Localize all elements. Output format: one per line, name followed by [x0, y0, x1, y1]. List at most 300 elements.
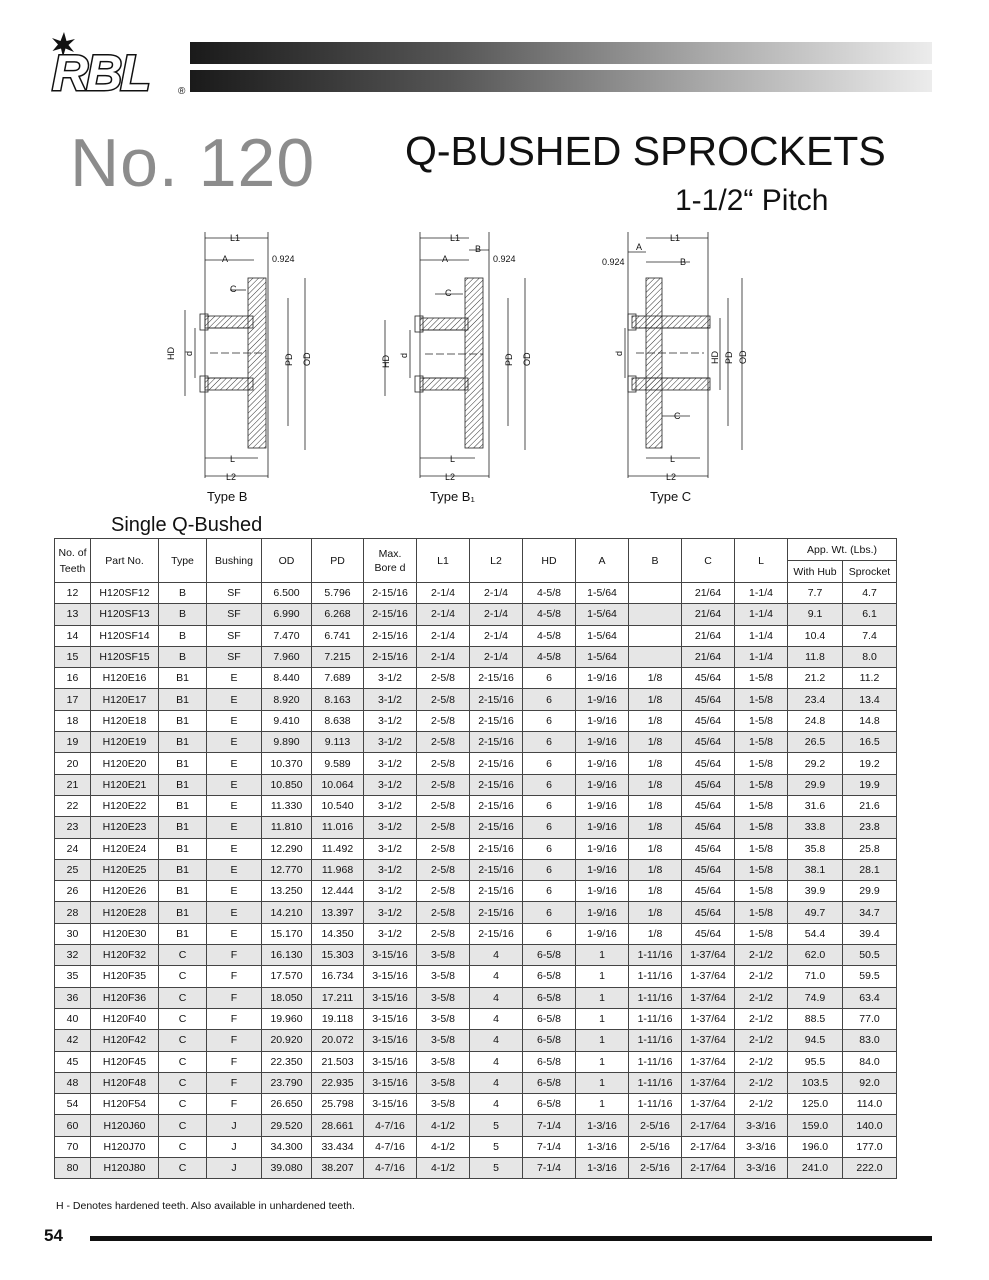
table-cell: 2-5/8 [417, 838, 470, 859]
table-cell: H120SF13 [91, 604, 159, 625]
table-cell: 6 [523, 838, 576, 859]
table-row [55, 710, 897, 731]
table-cell: 1-5/64 [576, 646, 629, 667]
table-cell: 25 [55, 859, 91, 880]
table-cell: 9.113 [312, 732, 364, 753]
table-cell: 29.520 [262, 1115, 312, 1136]
diagram-type-b [166, 232, 312, 482]
table-cell: 1-1/4 [735, 646, 788, 667]
table-cell: 6.990 [262, 604, 312, 625]
table-cell: 13.4 [843, 689, 897, 710]
table-cell: 2-5/8 [417, 859, 470, 880]
table-cell: 1-5/8 [735, 689, 788, 710]
table-cell: 1-11/16 [629, 1030, 682, 1051]
table-cell: 14.350 [312, 923, 364, 944]
table-cell: 1-5/8 [735, 753, 788, 774]
table-row [55, 646, 897, 667]
table-cell: 1/8 [629, 668, 682, 689]
svg-text:L1: L1 [450, 233, 461, 243]
header-od: OD [262, 539, 312, 583]
table-cell: 1-11/16 [629, 966, 682, 987]
svg-text:L1: L1 [230, 233, 241, 243]
table-cell: 34.7 [843, 902, 897, 923]
table-cell: H120SF12 [91, 583, 159, 604]
table-cell: 17.570 [262, 966, 312, 987]
table-cell: 39.4 [843, 923, 897, 944]
table-cell: 26 [55, 881, 91, 902]
table-cell: 25.798 [312, 1094, 364, 1115]
table-cell: 7.470 [262, 625, 312, 646]
table-cell: 2-1/2 [735, 987, 788, 1008]
table-cell: B1 [159, 753, 207, 774]
table-cell: C [159, 1115, 207, 1136]
svg-text:B: B [475, 244, 482, 254]
table-cell: 1-1/4 [735, 625, 788, 646]
table-cell: 1-5/8 [735, 881, 788, 902]
table-cell: 8.638 [312, 710, 364, 731]
table-cell: 45/64 [682, 817, 735, 838]
table-cell: 3-3/16 [735, 1115, 788, 1136]
table-row [55, 604, 897, 625]
table-cell: 45/64 [682, 923, 735, 944]
table-cell: 23.8 [843, 817, 897, 838]
table-cell: 23.790 [262, 1072, 312, 1093]
table-cell: 3-15/16 [364, 1094, 417, 1115]
table-cell: 4 [470, 1008, 523, 1029]
table-cell: H120F48 [91, 1072, 159, 1093]
table-cell: 1-3/16 [576, 1115, 629, 1136]
table-cell: 3-1/2 [364, 859, 417, 880]
table-cell: E [207, 774, 262, 795]
sprocket-diagrams [150, 228, 770, 508]
table-cell: C [159, 945, 207, 966]
table-cell: 3-1/2 [364, 817, 417, 838]
table-cell: 3-5/8 [417, 1072, 470, 1093]
table-row [55, 795, 897, 816]
table-cell: 2-5/16 [629, 1115, 682, 1136]
header-teeth: No. of Teeth [55, 539, 91, 583]
table-cell: 1-9/16 [576, 689, 629, 710]
table-title: Single Q-Bushed [111, 514, 263, 536]
table-cell: 21.503 [312, 1051, 364, 1072]
table-cell: 40 [55, 1008, 91, 1029]
table-cell: 2-1/4 [417, 583, 470, 604]
table-cell: SF [207, 604, 262, 625]
table-cell: 1/8 [629, 838, 682, 859]
table-cell: 1-37/64 [682, 1008, 735, 1029]
table-cell: E [207, 923, 262, 944]
table-cell: 3-1/2 [364, 923, 417, 944]
table-cell: 3-5/8 [417, 987, 470, 1008]
table-cell: H120F42 [91, 1030, 159, 1051]
table-cell: 1-3/16 [576, 1136, 629, 1157]
table-cell: 1/8 [629, 881, 682, 902]
table-cell: E [207, 710, 262, 731]
table-cell: 71.0 [788, 966, 843, 987]
table-cell: 11.8 [788, 646, 843, 667]
table-cell: 6.500 [262, 583, 312, 604]
table-cell: 12.290 [262, 838, 312, 859]
diagram-type-b1 [381, 232, 532, 482]
table-cell: H120F40 [91, 1008, 159, 1029]
table-cell: 8.0 [843, 646, 897, 667]
table-cell: 4-1/2 [417, 1115, 470, 1136]
table-cell: 2-15/16 [470, 710, 523, 731]
table-cell: H120E16 [91, 668, 159, 689]
table-cell: J [207, 1158, 262, 1179]
header-a: A [576, 539, 629, 583]
table-cell: J [207, 1136, 262, 1157]
bottom-rule [90, 1236, 932, 1241]
table-cell: B1 [159, 817, 207, 838]
table-cell: 6 [523, 689, 576, 710]
table-cell: 83.0 [843, 1030, 897, 1051]
table-row [55, 1136, 897, 1157]
table-cell: 1 [576, 1072, 629, 1093]
table-cell: 1-5/8 [735, 732, 788, 753]
table-row [55, 1094, 897, 1115]
header-l2: L2 [470, 539, 523, 583]
table-cell: 21 [55, 774, 91, 795]
table-cell: SF [207, 646, 262, 667]
table-cell: 6 [523, 774, 576, 795]
table-cell: SF [207, 625, 262, 646]
svg-text:0.924: 0.924 [493, 254, 516, 264]
table-cell: 18 [55, 710, 91, 731]
table-cell: 1 [576, 945, 629, 966]
table-cell: 2-5/8 [417, 774, 470, 795]
header-bushing: Bushing [207, 539, 262, 583]
table-cell: 1-9/16 [576, 732, 629, 753]
table-cell: 1/8 [629, 753, 682, 774]
table-cell: 10.064 [312, 774, 364, 795]
table-cell: E [207, 838, 262, 859]
table-cell: 45/64 [682, 753, 735, 774]
table-cell: 1-9/16 [576, 923, 629, 944]
table-cell: 6-5/8 [523, 1030, 576, 1051]
table-cell: 1-11/16 [629, 1094, 682, 1115]
table-cell: 23.4 [788, 689, 843, 710]
table-cell: 28.661 [312, 1115, 364, 1136]
table-cell: 29.9 [788, 774, 843, 795]
table-cell: 20 [55, 753, 91, 774]
table-cell: C [159, 1136, 207, 1157]
table-cell: 1 [576, 1008, 629, 1029]
table-cell: 3-15/16 [364, 945, 417, 966]
table-cell: 4 [470, 945, 523, 966]
table-cell: 2-5/8 [417, 923, 470, 944]
table-cell: 2-15/16 [470, 923, 523, 944]
table-cell: 7.4 [843, 625, 897, 646]
table-cell: 2-15/16 [470, 859, 523, 880]
table-cell: 19.2 [843, 753, 897, 774]
table-cell: H120E26 [91, 881, 159, 902]
table-cell: 3-1/2 [364, 668, 417, 689]
svg-text:PD: PD [724, 351, 734, 364]
table-cell: 3-1/2 [364, 795, 417, 816]
table-cell: 1/8 [629, 732, 682, 753]
table-cell: E [207, 668, 262, 689]
table-cell: 49.7 [788, 902, 843, 923]
table-cell: 1/8 [629, 817, 682, 838]
table-cell: 2-15/16 [364, 625, 417, 646]
table-cell [629, 625, 682, 646]
table-row [55, 881, 897, 902]
svg-text:HD: HD [381, 355, 391, 368]
table-cell: H120E23 [91, 817, 159, 838]
table-cell: H120E25 [91, 859, 159, 880]
table-row [55, 583, 897, 604]
table-cell: 22.350 [262, 1051, 312, 1072]
table-cell: E [207, 817, 262, 838]
table-cell: F [207, 945, 262, 966]
table-row [55, 817, 897, 838]
table-cell: 9.410 [262, 710, 312, 731]
table-cell: 14.210 [262, 902, 312, 923]
table-cell: C [159, 1094, 207, 1115]
table-cell: 1-9/16 [576, 881, 629, 902]
table-cell: B1 [159, 689, 207, 710]
table-cell: 21/64 [682, 625, 735, 646]
header-part-no: Part No. [91, 539, 159, 583]
table-cell: 1-37/64 [682, 945, 735, 966]
table-cell: F [207, 966, 262, 987]
table-cell: 9.1 [788, 604, 843, 625]
table-cell: 1-5/64 [576, 604, 629, 625]
table-row [55, 902, 897, 923]
table-cell: 45/64 [682, 859, 735, 880]
table-cell: 2-15/16 [364, 604, 417, 625]
table-cell: 21/64 [682, 646, 735, 667]
table-cell: 2-1/4 [470, 646, 523, 667]
svg-text:OD: OD [302, 352, 312, 366]
header-bar-top [190, 42, 932, 64]
table-cell: 45/64 [682, 795, 735, 816]
table-cell: 1/8 [629, 710, 682, 731]
pitch-label: 1-1/2“ Pitch [675, 184, 829, 217]
table-cell: 1-9/16 [576, 817, 629, 838]
table-cell: 2-17/64 [682, 1158, 735, 1179]
table-cell: 2-15/16 [470, 881, 523, 902]
table-cell: 1-5/64 [576, 625, 629, 646]
table-cell: 2-5/8 [417, 689, 470, 710]
table-cell: 14 [55, 625, 91, 646]
table-cell: 34.300 [262, 1136, 312, 1157]
table-cell: 8.920 [262, 689, 312, 710]
table-cell: 3-5/8 [417, 1051, 470, 1072]
table-cell: 10.4 [788, 625, 843, 646]
table-cell: 3-5/8 [417, 945, 470, 966]
table-cell: 1-11/16 [629, 945, 682, 966]
table-cell: 6-5/8 [523, 945, 576, 966]
table-cell: 3-1/2 [364, 838, 417, 859]
table-cell: 15 [55, 646, 91, 667]
table-cell: 26.5 [788, 732, 843, 753]
table-cell: 8.163 [312, 689, 364, 710]
table-cell: H120F45 [91, 1051, 159, 1072]
table-cell: 1-5/8 [735, 668, 788, 689]
svg-text:HD: HD [710, 351, 720, 364]
svg-text:A: A [636, 242, 643, 252]
type-b1-label: Type B₁ [430, 489, 475, 504]
table-cell: 7.215 [312, 646, 364, 667]
table-cell: 6-5/8 [523, 987, 576, 1008]
table-cell: 4 [470, 987, 523, 1008]
table-cell: 2-15/16 [470, 668, 523, 689]
table-cell: 1 [576, 1030, 629, 1051]
table-cell: 6 [523, 902, 576, 923]
diagram-type-c [602, 232, 748, 482]
table-cell: 1-9/16 [576, 838, 629, 859]
table-cell: 6 [523, 710, 576, 731]
table-cell: C [159, 1072, 207, 1093]
table-cell: 1-1/4 [735, 604, 788, 625]
table-cell: 2-5/8 [417, 710, 470, 731]
table-cell: 2-15/16 [470, 838, 523, 859]
type-c-label: Type C [650, 489, 692, 504]
table-cell: H120E21 [91, 774, 159, 795]
table-cell: 39.080 [262, 1158, 312, 1179]
table-cell: E [207, 689, 262, 710]
header-pd: PD [312, 539, 364, 583]
table-cell: 4-5/8 [523, 583, 576, 604]
table-cell: 6.741 [312, 625, 364, 646]
table-cell: 4 [470, 1094, 523, 1115]
table-cell: 2-15/16 [470, 753, 523, 774]
table-cell: 63.4 [843, 987, 897, 1008]
table-cell: 1-11/16 [629, 1008, 682, 1029]
table-cell: 1 [576, 966, 629, 987]
table-cell: 2-1/2 [735, 945, 788, 966]
table-cell: 3-3/16 [735, 1136, 788, 1157]
table-cell: 4-7/16 [364, 1115, 417, 1136]
table-cell: 1-37/64 [682, 966, 735, 987]
table-row [55, 668, 897, 689]
table-cell: 1-37/64 [682, 987, 735, 1008]
table-cell: 2-1/4 [417, 646, 470, 667]
table-cell: 2-15/16 [364, 646, 417, 667]
table-cell: F [207, 1072, 262, 1093]
table-cell: 222.0 [843, 1158, 897, 1179]
table-cell: 1-5/8 [735, 710, 788, 731]
table-cell: 45/64 [682, 838, 735, 859]
table-cell: 92.0 [843, 1072, 897, 1093]
table-cell: F [207, 1094, 262, 1115]
table-cell: 6 [523, 817, 576, 838]
table-cell: H120E30 [91, 923, 159, 944]
table-cell: 5.796 [312, 583, 364, 604]
table-cell: 1-3/16 [576, 1158, 629, 1179]
table-cell: 3-1/2 [364, 710, 417, 731]
table-cell: 24 [55, 838, 91, 859]
table-cell: 5 [470, 1115, 523, 1136]
table-cell: 16.5 [843, 732, 897, 753]
svg-text:A: A [442, 254, 449, 264]
table-cell: 54 [55, 1094, 91, 1115]
sprocket-spec-table [54, 538, 897, 1179]
table-cell: B1 [159, 732, 207, 753]
type-b-label: Type B [207, 489, 248, 504]
table-cell: 2-1/4 [417, 604, 470, 625]
table-cell: 1 [576, 1051, 629, 1072]
svg-text:RBL: RBL [52, 45, 149, 100]
table-cell: 12 [55, 583, 91, 604]
table-cell: 45/64 [682, 668, 735, 689]
table-cell: 19.960 [262, 1008, 312, 1029]
table-cell: 84.0 [843, 1051, 897, 1072]
table-cell: 1-9/16 [576, 795, 629, 816]
svg-text:0.924: 0.924 [272, 254, 295, 264]
table-cell: 2-15/16 [470, 732, 523, 753]
table-cell: 39.9 [788, 881, 843, 902]
rbl-logo [44, 30, 194, 100]
table-cell: 6-5/8 [523, 1072, 576, 1093]
table-cell: 13.250 [262, 881, 312, 902]
table-cell: 30 [55, 923, 91, 944]
table-cell: 29.9 [843, 881, 897, 902]
table-cell: 3-1/2 [364, 902, 417, 923]
table-cell: 7-1/4 [523, 1115, 576, 1136]
table-cell: 42 [55, 1030, 91, 1051]
table-cell: 10.850 [262, 774, 312, 795]
table-cell: 28 [55, 902, 91, 923]
table-cell: 13.397 [312, 902, 364, 923]
table-cell: 2-1/4 [470, 604, 523, 625]
table-cell: 20.072 [312, 1030, 364, 1051]
table-cell: 2-1/2 [735, 1051, 788, 1072]
header-max-bore: Max. Bore d [364, 539, 417, 583]
header-sprocket: Sprocket [843, 561, 897, 583]
table-cell: 2-1/4 [417, 625, 470, 646]
table-cell: H120SF14 [91, 625, 159, 646]
table-cell: 45/64 [682, 689, 735, 710]
table-cell: 31.6 [788, 795, 843, 816]
table-cell: E [207, 859, 262, 880]
table-cell: F [207, 1008, 262, 1029]
table-row [55, 1072, 897, 1093]
table-cell: C [159, 1158, 207, 1179]
svg-text:A: A [222, 254, 229, 264]
footnote: H - Denotes hardened teeth. Also available in unhardened teeth. [56, 1200, 355, 1212]
table-cell: 20.920 [262, 1030, 312, 1051]
table-cell: 12.444 [312, 881, 364, 902]
header-b: B [629, 539, 682, 583]
table-cell: 15.170 [262, 923, 312, 944]
svg-text:B: B [680, 257, 687, 267]
table-cell: 4-5/8 [523, 625, 576, 646]
table-cell: 1-5/64 [576, 583, 629, 604]
table-cell: H120E28 [91, 902, 159, 923]
table-cell: 3-1/2 [364, 689, 417, 710]
table-cell: 88.5 [788, 1008, 843, 1029]
table-cell: 2-15/16 [364, 583, 417, 604]
table-cell: B1 [159, 838, 207, 859]
table-cell: 23 [55, 817, 91, 838]
table-cell: 6 [523, 859, 576, 880]
table-cell: 1-37/64 [682, 1030, 735, 1051]
table-cell: 59.5 [843, 966, 897, 987]
table-row [55, 1115, 897, 1136]
table-cell: 16.734 [312, 966, 364, 987]
table-cell: 4 [470, 1051, 523, 1072]
table-row [55, 859, 897, 880]
table-cell: 114.0 [843, 1094, 897, 1115]
table-cell: 35.8 [788, 838, 843, 859]
table-cell: 4.7 [843, 583, 897, 604]
table-cell: 35 [55, 966, 91, 987]
table-cell: C [159, 966, 207, 987]
svg-text:L: L [670, 454, 676, 464]
